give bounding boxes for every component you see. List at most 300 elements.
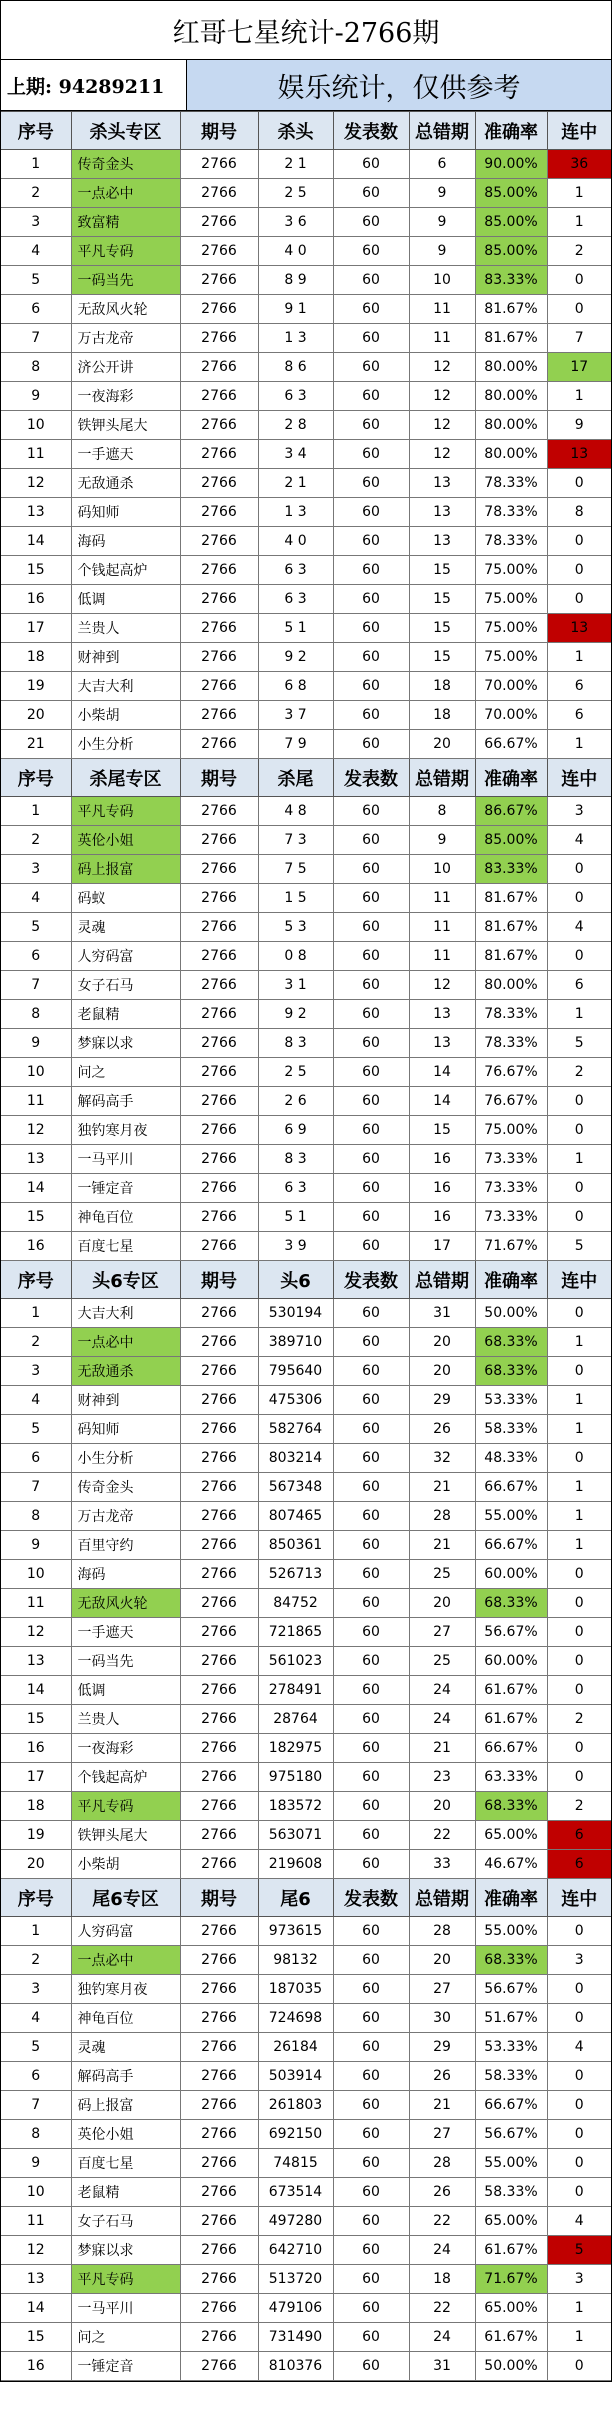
accuracy-cell: 58.33% [475, 2178, 547, 2207]
pick-cell: 673514 [258, 2178, 333, 2207]
expert-name-cell: 码知师 [71, 1415, 180, 1444]
post-count-cell: 60 [333, 614, 409, 643]
issue-cell: 2766 [180, 2352, 258, 2381]
pick-cell: 1 3 [258, 324, 333, 353]
table-row [1, 2091, 611, 2120]
miss-count-cell: 24 [409, 1676, 475, 1705]
expert-name-cell: 小柴胡 [71, 1850, 180, 1879]
streak-cell: 0 [547, 2062, 611, 2091]
table-row [1, 1444, 611, 1473]
miss-count-cell: 25 [409, 1560, 475, 1589]
accuracy-cell: 51.67% [475, 2004, 547, 2033]
post-count-cell: 60 [333, 1087, 409, 1116]
streak-cell: 0 [547, 527, 611, 556]
pick-cell: 692150 [258, 2120, 333, 2149]
accuracy-cell: 80.00% [475, 382, 547, 411]
expert-name-cell: 万古龙帝 [71, 324, 180, 353]
issue-cell: 2766 [180, 884, 258, 913]
issue-cell: 2766 [180, 2004, 258, 2033]
expert-name-cell: 独钓寒月夜 [71, 1975, 180, 2004]
miss-count-cell: 13 [409, 469, 475, 498]
index-cell: 10 [1, 1058, 71, 1087]
table-row [1, 1174, 611, 1203]
table-row [1, 971, 611, 1000]
streak-cell: 36 [547, 150, 611, 179]
column-header: 杀尾 [258, 759, 333, 797]
pick-cell: 84752 [258, 1589, 333, 1618]
miss-count-cell: 13 [409, 527, 475, 556]
index-cell: 6 [1, 295, 71, 324]
miss-count-cell: 26 [409, 1415, 475, 1444]
miss-count-cell: 22 [409, 2207, 475, 2236]
miss-count-cell: 15 [409, 556, 475, 585]
accuracy-cell: 75.00% [475, 1116, 547, 1145]
streak-cell: 0 [547, 1444, 611, 1473]
index-cell: 5 [1, 913, 71, 942]
accuracy-cell: 60.00% [475, 1560, 547, 1589]
pick-cell: 503914 [258, 2062, 333, 2091]
pick-cell: 530194 [258, 1299, 333, 1328]
accuracy-cell: 68.33% [475, 1328, 547, 1357]
table-row [1, 1232, 611, 1261]
accuracy-cell: 73.33% [475, 1203, 547, 1232]
table-row [1, 179, 611, 208]
issue-cell: 2766 [180, 971, 258, 1000]
miss-count-cell: 15 [409, 614, 475, 643]
accuracy-cell: 81.67% [475, 913, 547, 942]
pick-cell: 721865 [258, 1618, 333, 1647]
streak-cell: 1 [547, 730, 611, 759]
expert-name-cell: 大吉大利 [71, 672, 180, 701]
pick-cell: 642710 [258, 2236, 333, 2265]
streak-cell: 1 [547, 1502, 611, 1531]
pick-cell: 7 5 [258, 855, 333, 884]
accuracy-cell: 66.67% [475, 730, 547, 759]
issue-cell: 2766 [180, 1531, 258, 1560]
table-row [1, 1531, 611, 1560]
streak-cell: 0 [547, 295, 611, 324]
accuracy-cell: 90.00% [475, 150, 547, 179]
accuracy-cell: 75.00% [475, 643, 547, 672]
post-count-cell: 60 [333, 382, 409, 411]
accuracy-cell: 85.00% [475, 237, 547, 266]
miss-count-cell: 18 [409, 2265, 475, 2294]
pick-cell: 3 6 [258, 208, 333, 237]
accuracy-cell: 75.00% [475, 585, 547, 614]
issue-cell: 2766 [180, 1589, 258, 1618]
post-count-cell: 60 [333, 1444, 409, 1473]
post-count-cell: 60 [333, 2033, 409, 2062]
expert-name-cell: 海码 [71, 527, 180, 556]
index-cell: 12 [1, 1116, 71, 1145]
index-cell: 3 [1, 855, 71, 884]
table-row [1, 411, 611, 440]
streak-cell: 3 [547, 2265, 611, 2294]
table-row [1, 1763, 611, 1792]
issue-cell: 2766 [180, 527, 258, 556]
table-row [1, 1589, 611, 1618]
post-count-cell: 60 [333, 1917, 409, 1946]
miss-count-cell: 11 [409, 324, 475, 353]
pick-cell: 278491 [258, 1676, 333, 1705]
streak-cell: 17 [547, 353, 611, 382]
post-count-cell: 60 [333, 266, 409, 295]
column-header: 准确率 [475, 1879, 547, 1917]
streak-cell: 0 [547, 1589, 611, 1618]
pick-cell: 2 1 [258, 150, 333, 179]
issue-cell: 2766 [180, 1087, 258, 1116]
pick-cell: 731490 [258, 2323, 333, 2352]
table-row [1, 1145, 611, 1174]
expert-name-cell: 兰贵人 [71, 614, 180, 643]
pick-cell: 26184 [258, 2033, 333, 2062]
expert-name-cell: 百度七星 [71, 2149, 180, 2178]
pick-cell: 187035 [258, 1975, 333, 2004]
table-row [1, 1000, 611, 1029]
miss-count-cell: 13 [409, 498, 475, 527]
table-row [1, 266, 611, 295]
index-cell: 18 [1, 1792, 71, 1821]
post-count-cell: 60 [333, 2352, 409, 2381]
index-cell: 16 [1, 1232, 71, 1261]
section-header-row [1, 112, 611, 150]
table-row [1, 2294, 611, 2323]
streak-cell: 6 [547, 1850, 611, 1879]
table-row [1, 672, 611, 701]
expert-name-cell: 小生分析 [71, 1444, 180, 1473]
accuracy-cell: 78.33% [475, 1029, 547, 1058]
streak-cell: 0 [547, 2091, 611, 2120]
issue-cell: 2766 [180, 1415, 258, 1444]
table-row [1, 730, 611, 759]
expert-name-cell: 灵魂 [71, 2033, 180, 2062]
miss-count-cell: 22 [409, 2294, 475, 2323]
table-row [1, 1502, 611, 1531]
miss-count-cell: 27 [409, 1618, 475, 1647]
index-cell: 5 [1, 2033, 71, 2062]
streak-cell: 0 [547, 1116, 611, 1145]
miss-count-cell: 20 [409, 1792, 475, 1821]
index-cell: 11 [1, 2207, 71, 2236]
index-cell: 17 [1, 1763, 71, 1792]
index-cell: 9 [1, 1029, 71, 1058]
streak-cell: 1 [547, 1473, 611, 1502]
post-count-cell: 60 [333, 1415, 409, 1444]
table-row [1, 2207, 611, 2236]
table-row [1, 826, 611, 855]
pick-cell: 6 3 [258, 585, 333, 614]
pick-cell: 2 5 [258, 1058, 333, 1087]
expert-name-cell: 一点必中 [71, 1946, 180, 1975]
expert-name-cell: 一马平川 [71, 1145, 180, 1174]
pick-cell: 98132 [258, 1946, 333, 1975]
issue-cell: 2766 [180, 2062, 258, 2091]
expert-name-cell: 码知师 [71, 498, 180, 527]
expert-name-cell: 平凡专码 [71, 797, 180, 826]
miss-count-cell: 15 [409, 643, 475, 672]
issue-cell: 2766 [180, 1029, 258, 1058]
pick-cell: 5 3 [258, 913, 333, 942]
expert-name-cell: 一点必中 [71, 1328, 180, 1357]
accuracy-cell: 60.00% [475, 1647, 547, 1676]
post-count-cell: 60 [333, 1473, 409, 1502]
index-cell: 14 [1, 2294, 71, 2323]
streak-cell: 0 [547, 1087, 611, 1116]
index-cell: 11 [1, 1589, 71, 1618]
post-count-cell: 60 [333, 1531, 409, 1560]
table-row [1, 237, 611, 266]
table-row [1, 1792, 611, 1821]
index-cell: 10 [1, 411, 71, 440]
index-cell: 1 [1, 797, 71, 826]
expert-name-cell: 一马平川 [71, 2294, 180, 2323]
post-count-cell: 60 [333, 1821, 409, 1850]
pick-cell: 567348 [258, 1473, 333, 1502]
index-cell: 12 [1, 1618, 71, 1647]
accuracy-cell: 48.33% [475, 1444, 547, 1473]
issue-cell: 2766 [180, 1821, 258, 1850]
column-header: 发表数 [333, 1879, 409, 1917]
table-row [1, 1386, 611, 1415]
issue-cell: 2766 [180, 913, 258, 942]
table-row [1, 1917, 611, 1946]
table-row [1, 295, 611, 324]
post-count-cell: 60 [333, 2178, 409, 2207]
accuracy-cell: 76.67% [475, 1087, 547, 1116]
streak-cell: 2 [547, 1058, 611, 1087]
pick-cell: 4 0 [258, 527, 333, 556]
index-cell: 15 [1, 1203, 71, 1232]
index-cell: 21 [1, 730, 71, 759]
accuracy-cell: 73.33% [475, 1145, 547, 1174]
post-count-cell: 60 [333, 1174, 409, 1203]
streak-cell: 0 [547, 1174, 611, 1203]
miss-count-cell: 29 [409, 2033, 475, 2062]
accuracy-cell: 85.00% [475, 179, 547, 208]
pick-cell: 8 3 [258, 1145, 333, 1174]
accuracy-cell: 53.33% [475, 2033, 547, 2062]
issue-cell: 2766 [180, 150, 258, 179]
column-header: 连中 [547, 112, 611, 150]
issue-cell: 2766 [180, 1328, 258, 1357]
pick-cell: 2 6 [258, 1087, 333, 1116]
expert-name-cell: 大吉大利 [71, 1299, 180, 1328]
table-row [1, 1821, 611, 1850]
miss-count-cell: 33 [409, 1850, 475, 1879]
column-header: 期号 [180, 1879, 258, 1917]
accuracy-cell: 61.67% [475, 1676, 547, 1705]
miss-count-cell: 12 [409, 971, 475, 1000]
expert-name-cell: 兰贵人 [71, 1705, 180, 1734]
streak-cell: 0 [547, 469, 611, 498]
miss-count-cell: 16 [409, 1203, 475, 1232]
index-cell: 11 [1, 440, 71, 469]
miss-count-cell: 20 [409, 730, 475, 759]
table-row [1, 1975, 611, 2004]
expert-name-cell: 梦寐以求 [71, 1029, 180, 1058]
post-count-cell: 60 [333, 2207, 409, 2236]
streak-cell: 0 [547, 1676, 611, 1705]
expert-name-cell: 一夜海彩 [71, 1734, 180, 1763]
streak-cell: 0 [547, 1299, 611, 1328]
index-cell: 2 [1, 1946, 71, 1975]
column-header: 发表数 [333, 112, 409, 150]
issue-cell: 2766 [180, 411, 258, 440]
column-header: 准确率 [475, 112, 547, 150]
issue-cell: 2766 [180, 1705, 258, 1734]
accuracy-cell: 76.67% [475, 1058, 547, 1087]
column-header: 发表数 [333, 1261, 409, 1299]
index-cell: 14 [1, 527, 71, 556]
streak-cell: 1 [547, 1145, 611, 1174]
expert-name-cell: 一码当先 [71, 1647, 180, 1676]
issue-cell: 2766 [180, 2294, 258, 2323]
pick-cell: 582764 [258, 1415, 333, 1444]
post-count-cell: 60 [333, 701, 409, 730]
post-count-cell: 60 [333, 1232, 409, 1261]
expert-name-cell: 解码高手 [71, 2062, 180, 2091]
index-cell: 4 [1, 1386, 71, 1415]
miss-count-cell: 21 [409, 1734, 475, 1763]
table-row [1, 1676, 611, 1705]
issue-cell: 2766 [180, 1116, 258, 1145]
table-row [1, 1203, 611, 1232]
pick-cell: 8 3 [258, 1029, 333, 1058]
accuracy-cell: 66.67% [475, 1473, 547, 1502]
table-row [1, 1473, 611, 1502]
table-row [1, 1116, 611, 1145]
issue-cell: 2766 [180, 1145, 258, 1174]
miss-count-cell: 11 [409, 884, 475, 913]
table-row [1, 150, 611, 179]
post-count-cell: 60 [333, 1029, 409, 1058]
post-count-cell: 60 [333, 2091, 409, 2120]
streak-cell: 0 [547, 1203, 611, 1232]
issue-cell: 2766 [180, 2207, 258, 2236]
index-cell: 15 [1, 1705, 71, 1734]
miss-count-cell: 11 [409, 942, 475, 971]
streak-cell: 9 [547, 411, 611, 440]
table-row [1, 1618, 611, 1647]
post-count-cell: 60 [333, 469, 409, 498]
pick-cell: 479106 [258, 2294, 333, 2323]
pick-cell: 513720 [258, 2265, 333, 2294]
accuracy-cell: 53.33% [475, 1386, 547, 1415]
streak-cell: 0 [547, 585, 611, 614]
post-count-cell: 60 [333, 353, 409, 382]
post-count-cell: 60 [333, 1705, 409, 1734]
miss-count-cell: 20 [409, 1357, 475, 1386]
table-row [1, 1705, 611, 1734]
table-row [1, 884, 611, 913]
miss-count-cell: 12 [409, 440, 475, 469]
streak-cell: 2 [547, 237, 611, 266]
pick-cell: 810376 [258, 2352, 333, 2381]
expert-name-cell: 平凡专码 [71, 2265, 180, 2294]
accuracy-cell: 70.00% [475, 701, 547, 730]
expert-name-cell: 一夜海彩 [71, 382, 180, 411]
pick-cell: 0 8 [258, 942, 333, 971]
post-count-cell: 60 [333, 1357, 409, 1386]
expert-name-cell: 传奇金头 [71, 1473, 180, 1502]
expert-name-cell: 无敌风火轮 [71, 1589, 180, 1618]
miss-count-cell: 20 [409, 1946, 475, 1975]
index-cell: 7 [1, 2091, 71, 2120]
column-header: 序号 [1, 112, 71, 150]
table-row [1, 353, 611, 382]
streak-cell: 13 [547, 440, 611, 469]
accuracy-cell: 55.00% [475, 1502, 547, 1531]
expert-name-cell: 个钱起高炉 [71, 556, 180, 585]
expert-name-cell: 无敌风火轮 [71, 295, 180, 324]
miss-count-cell: 15 [409, 1116, 475, 1145]
index-cell: 20 [1, 1850, 71, 1879]
miss-count-cell: 14 [409, 1058, 475, 1087]
issue-cell: 2766 [180, 826, 258, 855]
streak-cell: 1 [547, 2294, 611, 2323]
post-count-cell: 60 [333, 527, 409, 556]
miss-count-cell: 24 [409, 2323, 475, 2352]
expert-name-cell: 神龟百位 [71, 1203, 180, 1232]
pick-cell: 3 7 [258, 701, 333, 730]
table-row [1, 2178, 611, 2207]
pick-cell: 973615 [258, 1917, 333, 1946]
accuracy-cell: 56.67% [475, 2120, 547, 2149]
pick-cell: 6 9 [258, 1116, 333, 1145]
accuracy-cell: 58.33% [475, 2062, 547, 2091]
streak-cell: 6 [547, 672, 611, 701]
miss-count-cell: 26 [409, 2062, 475, 2091]
post-count-cell: 60 [333, 585, 409, 614]
streak-cell: 1 [547, 643, 611, 672]
accuracy-cell: 46.67% [475, 1850, 547, 1879]
accuracy-cell: 80.00% [475, 353, 547, 382]
miss-count-cell: 21 [409, 1531, 475, 1560]
miss-count-cell: 32 [409, 1444, 475, 1473]
miss-count-cell: 28 [409, 2149, 475, 2178]
index-cell: 16 [1, 1734, 71, 1763]
index-cell: 7 [1, 324, 71, 353]
miss-count-cell: 24 [409, 2236, 475, 2265]
accuracy-cell: 68.33% [475, 1946, 547, 1975]
expert-name-cell: 英伦小姐 [71, 2120, 180, 2149]
miss-count-cell: 26 [409, 2178, 475, 2207]
issue-cell: 2766 [180, 1946, 258, 1975]
table-row [1, 797, 611, 826]
accuracy-cell: 66.67% [475, 1734, 547, 1763]
issue-cell: 2766 [180, 701, 258, 730]
pick-cell: 3 4 [258, 440, 333, 469]
expert-name-cell: 财神到 [71, 1386, 180, 1415]
issue-cell: 2766 [180, 237, 258, 266]
expert-name-cell: 万古龙帝 [71, 1502, 180, 1531]
index-cell: 10 [1, 1560, 71, 1589]
issue-cell: 2766 [180, 1850, 258, 1879]
accuracy-cell: 80.00% [475, 440, 547, 469]
streak-cell: 1 [547, 2323, 611, 2352]
index-cell: 13 [1, 1145, 71, 1174]
issue-cell: 2766 [180, 1473, 258, 1502]
column-header: 总错期 [409, 759, 475, 797]
index-cell: 3 [1, 208, 71, 237]
expert-name-cell: 人穷码富 [71, 942, 180, 971]
post-count-cell: 60 [333, 855, 409, 884]
post-count-cell: 60 [333, 1975, 409, 2004]
post-count-cell: 60 [333, 1145, 409, 1174]
index-cell: 11 [1, 1087, 71, 1116]
table-row [1, 1299, 611, 1328]
streak-cell: 0 [547, 1647, 611, 1676]
